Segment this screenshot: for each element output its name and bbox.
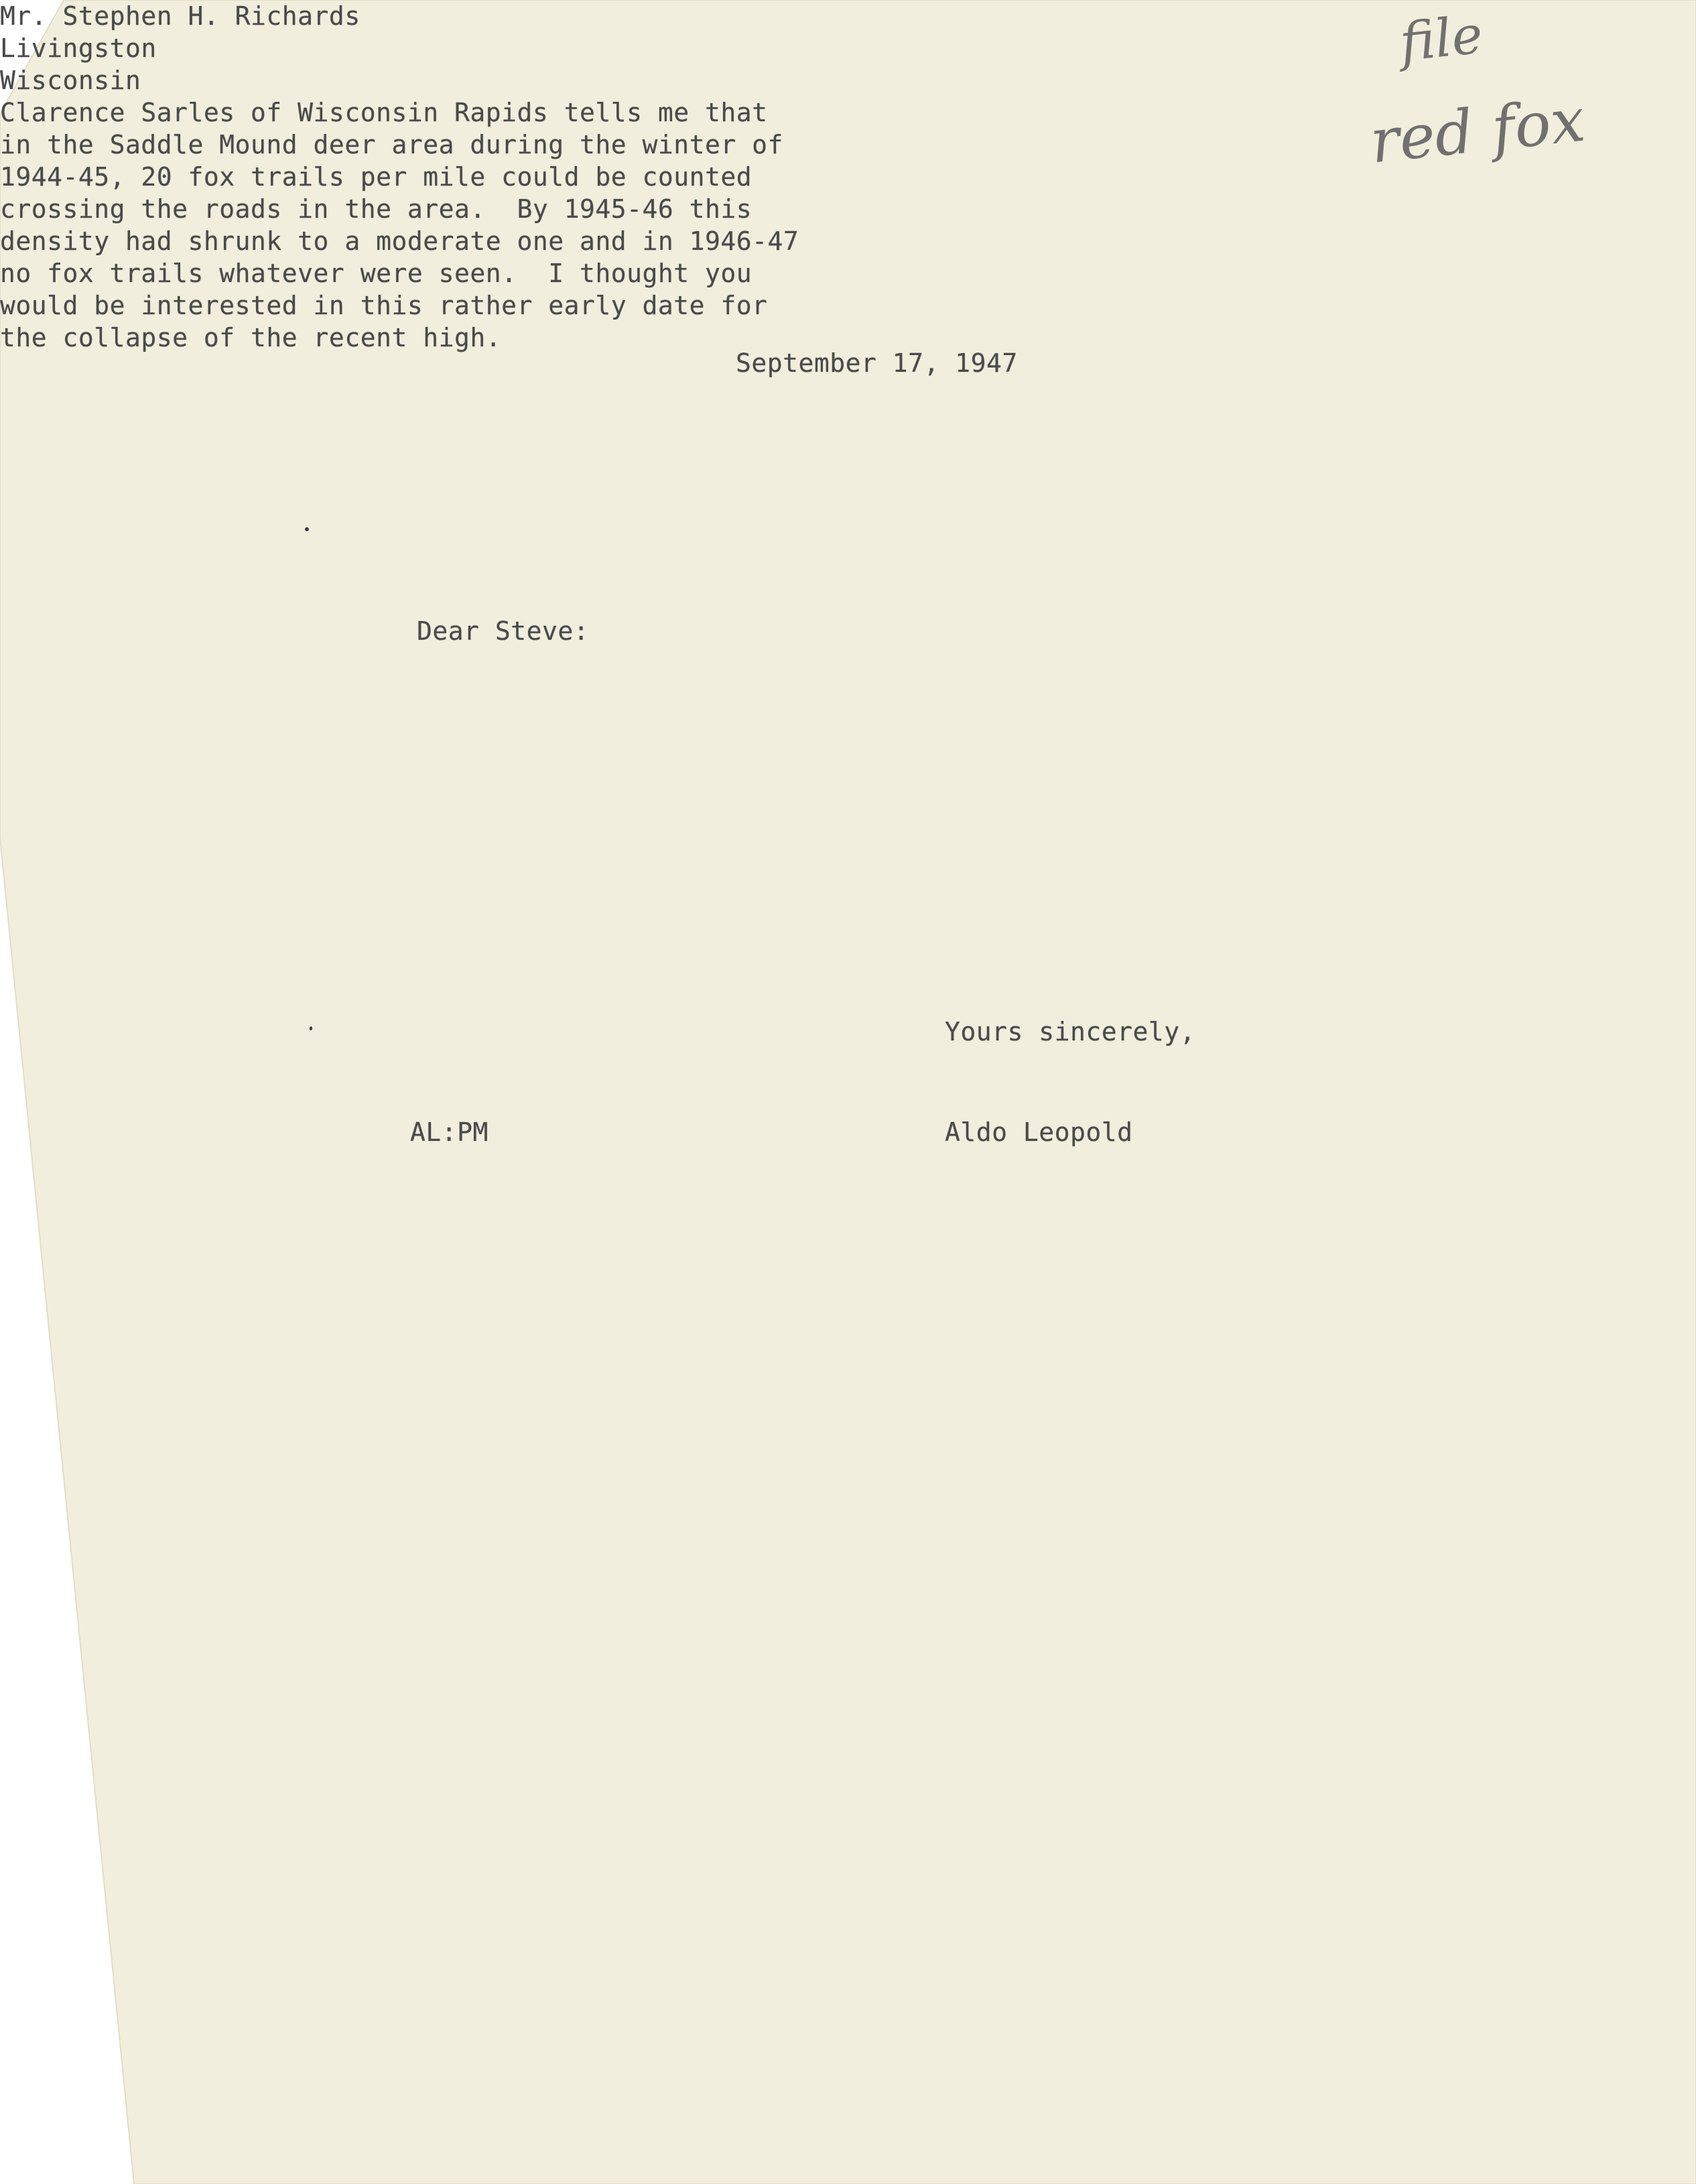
body-line: crossing the roads in the area. By 1945-46 this [0, 194, 753, 224]
recipient-city: Livingston [0, 33, 157, 63]
body-line: density had shrunk to a moderate one and in 1946-47 [0, 226, 799, 256]
body-line: no fox trails whatever were seen. I thought you [0, 259, 753, 288]
closing: Yours sincerely, [945, 1017, 1196, 1046]
signature-name: Aldo Leopold [945, 1117, 1133, 1147]
recipient-name: Mr. Stephen H. Richards [0, 1, 361, 31]
salutation: Dear Steve: [417, 616, 590, 646]
letter-date: September 17, 1947 [736, 348, 1018, 378]
body-line: Clarence Sarles of Wisconsin Rapids tells me that [0, 98, 768, 127]
body-line: in the Saddle Mound deer area during the winter of [0, 130, 783, 159]
ink-speck [310, 1026, 312, 1030]
body-line: the collapse of the recent high. [0, 323, 502, 352]
recipient-state: Wisconsin [0, 66, 141, 95]
letter-body [0, 96, 1696, 354]
body-line: would be interested in this rather early date for [0, 291, 768, 320]
typist-initials: AL:PM [410, 1117, 488, 1147]
handwritten-note-red-fox: red fox [1367, 84, 1588, 178]
recipient-address [0, 0, 1696, 96]
body-line: 1944-45, 20 fox trails per mile could be counted [0, 162, 753, 192]
ink-speck [305, 527, 309, 531]
handwritten-note-file: file [1397, 5, 1486, 74]
